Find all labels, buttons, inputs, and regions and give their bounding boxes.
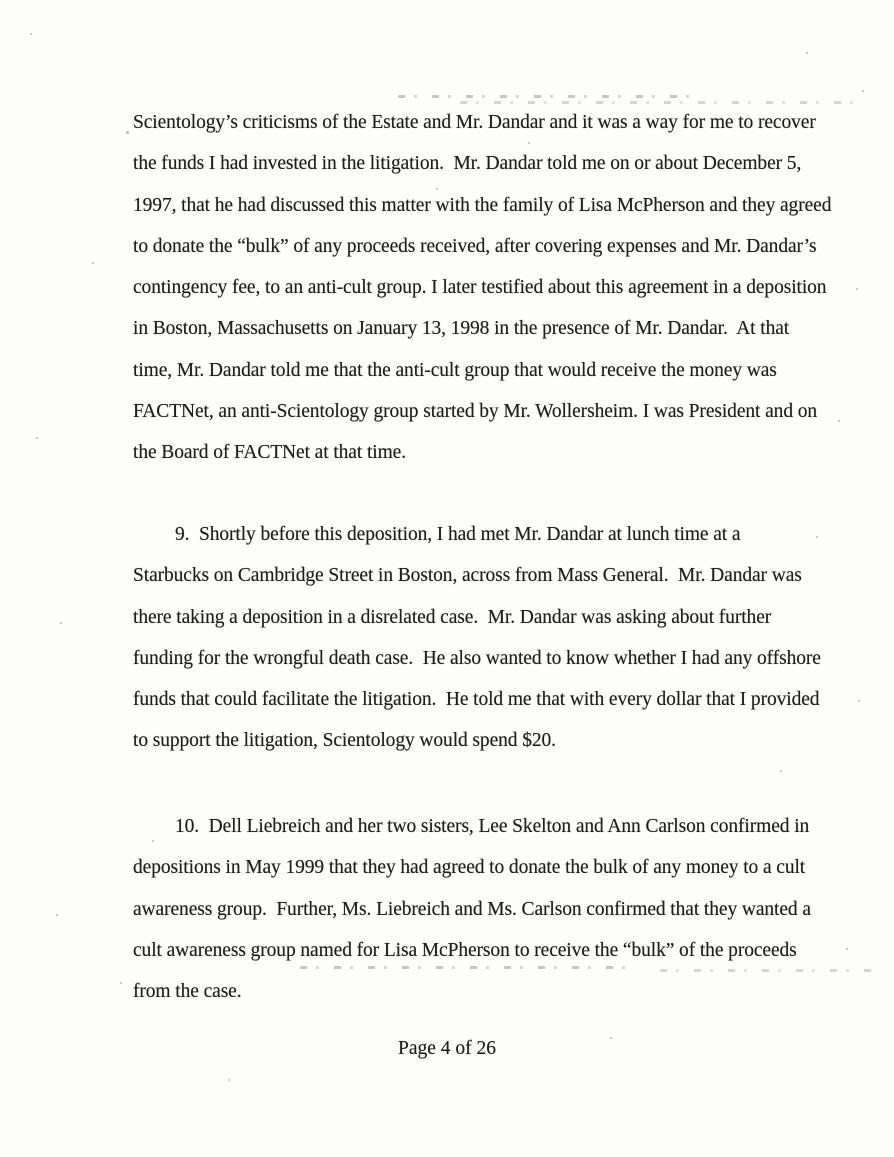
paragraph (133, 102, 832, 474)
text-line: 9. Shortly before this deposition, I had met Mr. Dandar at lunch time at a (175, 524, 741, 545)
text-line: Scientology’s criticisms of the Estate and Mr. Dandar and it was a way for me to recover (133, 112, 816, 133)
text-line: from the case. (133, 981, 242, 1003)
text-line: awareness group. Further, Ms. Liebreich and Ms. Carlson confirmed that they wanted a (133, 898, 811, 920)
scan-speck (858, 700, 860, 702)
scan-speck (30, 33, 32, 35)
scan-speck (806, 52, 808, 54)
paragraph (133, 806, 813, 1012)
scan-speck (36, 437, 38, 439)
text-line: funds that could facilitate the litigation. He told me that with every dollar that I provided (133, 689, 820, 711)
text-line: 1997, that he had discussed this matter with the family of Lisa McPherson and they agreed (133, 194, 832, 216)
scan-speck (126, 131, 129, 134)
text-line: 10. Dell Liebreich and her two sisters, Lee Skelton and Ann Carlson confirmed in (175, 816, 810, 837)
scan-speck (862, 90, 864, 92)
scan-speck (838, 420, 840, 422)
text-line: time, Mr. Dandar told me that the anti-cult group that would receive the money was (133, 359, 777, 381)
page-number: Page 4 of 26 (397, 1038, 497, 1059)
scan-speck (56, 914, 58, 916)
scan-speck (816, 536, 818, 538)
text-line: contingency fee, to an anti-cult group. I later testified about this agreement in a deposition (133, 277, 827, 299)
text-line: to support the litigation, Scientology would spend $20. (133, 730, 556, 752)
text-line: Starbucks on Cambridge Street in Boston, across from Mass General. Mr. Dandar was (133, 565, 802, 587)
text-line: the Board of FACTNet at that time. (133, 442, 406, 464)
text-line: the funds I had invested in the litigation. Mr. Dandar told me on or about December 5, (133, 153, 802, 175)
text-line: depositions in May 1999 that they had agreed to donate the bulk of any money to a cult (133, 857, 806, 879)
text-line: there taking a deposition in a disrelated case. Mr. Dandar was asking about further (133, 606, 772, 628)
scan-speck (92, 262, 94, 264)
scan-speck (60, 622, 62, 624)
text-line: funding for the wrongful death case. He also wanted to know whether I had any offshore (133, 647, 821, 669)
scan-speck (228, 1079, 230, 1081)
text-line: FACTNet, an anti-Scientology group started by Mr. Wollersheim. I was President and on (133, 401, 818, 423)
scan-speck (120, 982, 122, 984)
scan-speck (856, 288, 858, 290)
scan-speck (846, 948, 848, 950)
scan-speck (780, 770, 782, 772)
scan-artifact-top (398, 95, 698, 98)
text-line: in Boston, Massachusetts on January 13, 1998 in the presence of Mr. Dandar. At that (133, 318, 790, 340)
text-line: cult awareness group named for Lisa McPherson to receive the “bulk” of the proceeds (133, 939, 797, 961)
paragraph (133, 514, 821, 762)
text-line: to donate the “bulk” of any proceeds received, after covering expenses and Mr. Dandar’s (133, 235, 817, 257)
